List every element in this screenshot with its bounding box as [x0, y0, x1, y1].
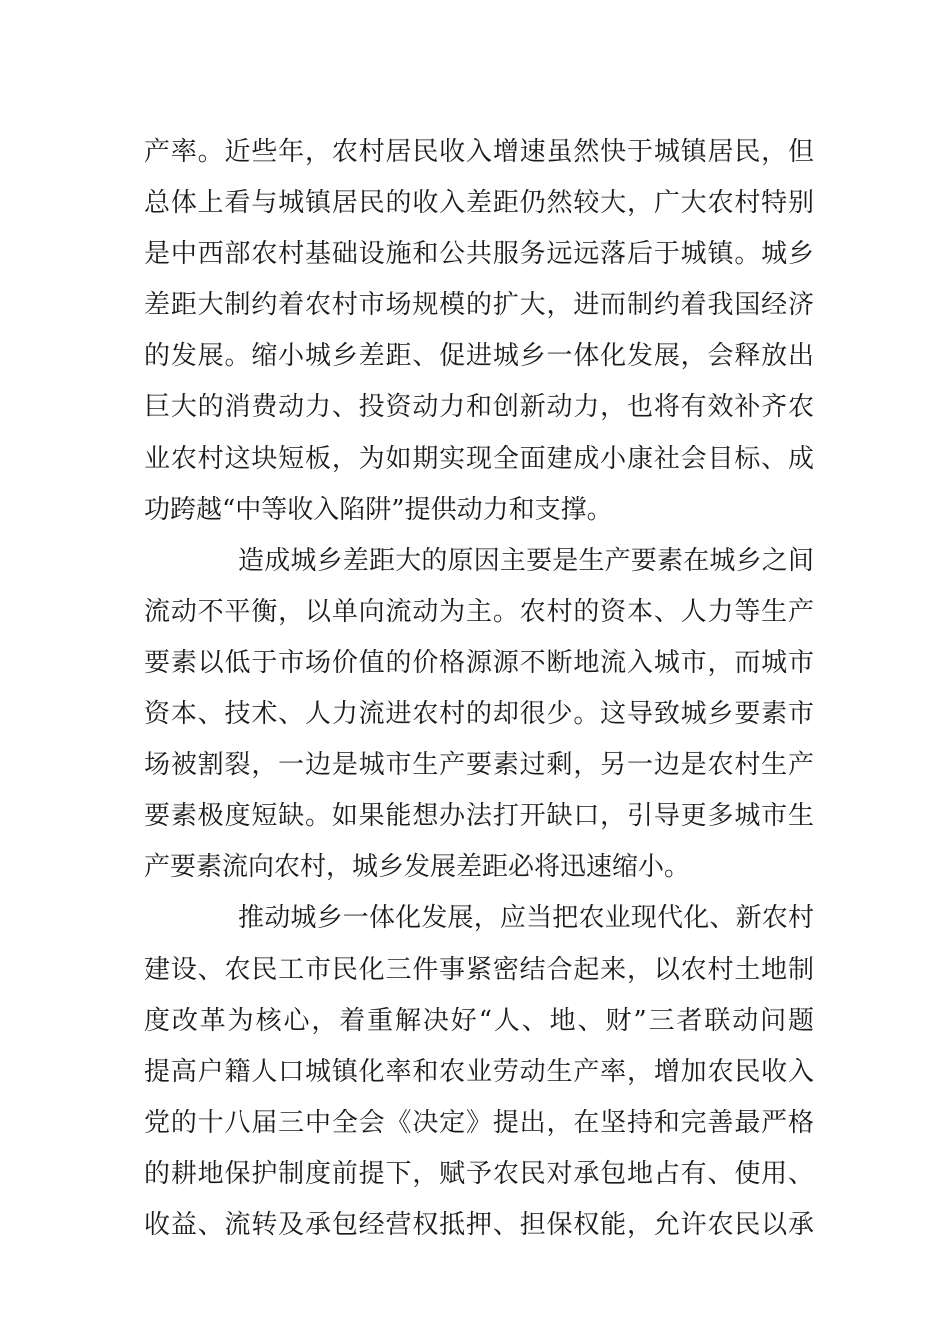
body-text: [144, 127, 814, 1251]
paragraph-1-line-1: 产率。近些年，农村居民收入增速虽然快于城镇居民，但: [144, 137, 814, 167]
paragraph-1-line-8: 功跨越“中等收入陷阱”提供动力和支撑。: [144, 494, 613, 525]
paragraph-1-line-6: 巨大的消费动力、投资动力和创新动力，也将有效补齐农: [144, 392, 814, 423]
paragraph-2-line-2: 流动不平衡，以单向流动为主。农村的资本、人力等生产: [144, 596, 814, 627]
paragraph-2-line-4: 资本、技术、人力流进农村的却很少。这导致城乡要素市: [144, 699, 814, 730]
paragraph-1-line-7: 业农村这块短板，为如期实现全面建成小康社会目标、成: [144, 443, 814, 474]
paragraph-3-line-5: 党的十八届三中全会《决定》提出，在坚持和完善最严格: [144, 1107, 814, 1138]
paragraph-2-line-6: 要素极度短缺。如果能想办法打开缺口，引导更多城市生: [144, 801, 814, 832]
paragraph-3-line-4: 提高户籍人口城镇化率和农业劳动生产率，增加农民收入: [144, 1056, 814, 1087]
paragraph-1-line-2: 总体上看与城镇居民的收入差距仍然较大，广大农村特别: [144, 188, 814, 219]
paragraph-3-line-7: 收益、流转及承包经营权抵押、担保权能，允许农民以承: [144, 1209, 814, 1240]
paragraph-2-line-1: 造成城乡差距大的原因主要是生产要素在城乡之间: [238, 545, 814, 576]
paragraph-1-line-5: 的发展。缩小城乡差距、促进城乡一体化发展，会释放出: [144, 341, 814, 372]
paragraph-2-line-7: 产要素流向农村，城乡发展差距必将迅速缩小。: [144, 852, 691, 883]
paragraph-3-line-2: 建设、农民工市民化三件事紧密结合起来，以农村土地制: [144, 954, 814, 985]
paragraph-1-line-4: 差距大制约着农村市场规模的扩大，进而制约着我国经济: [144, 290, 814, 321]
paragraph-3-line-1: 推动城乡一体化发展，应当把农业现代化、新农村: [238, 903, 814, 934]
paragraph-3-line-3: 度改革为核心，着重解决好“人、地、财”三者联动问题: [144, 1005, 814, 1036]
paragraph-2-line-5: 场被割裂，一边是城市生产要素过剩，另一边是农村生产: [144, 750, 814, 781]
paragraph-1-line-3: 是中西部农村基础设施和公共服务远远落后于城镇。城乡: [144, 239, 814, 270]
paragraph-3-line-6: 的耕地保护制度前提下，赋予农民对承包地占有、使用、: [144, 1158, 814, 1189]
paragraph-2-line-3: 要素以低于市场价值的价格源源不断地流入城市，而城市: [144, 647, 814, 678]
